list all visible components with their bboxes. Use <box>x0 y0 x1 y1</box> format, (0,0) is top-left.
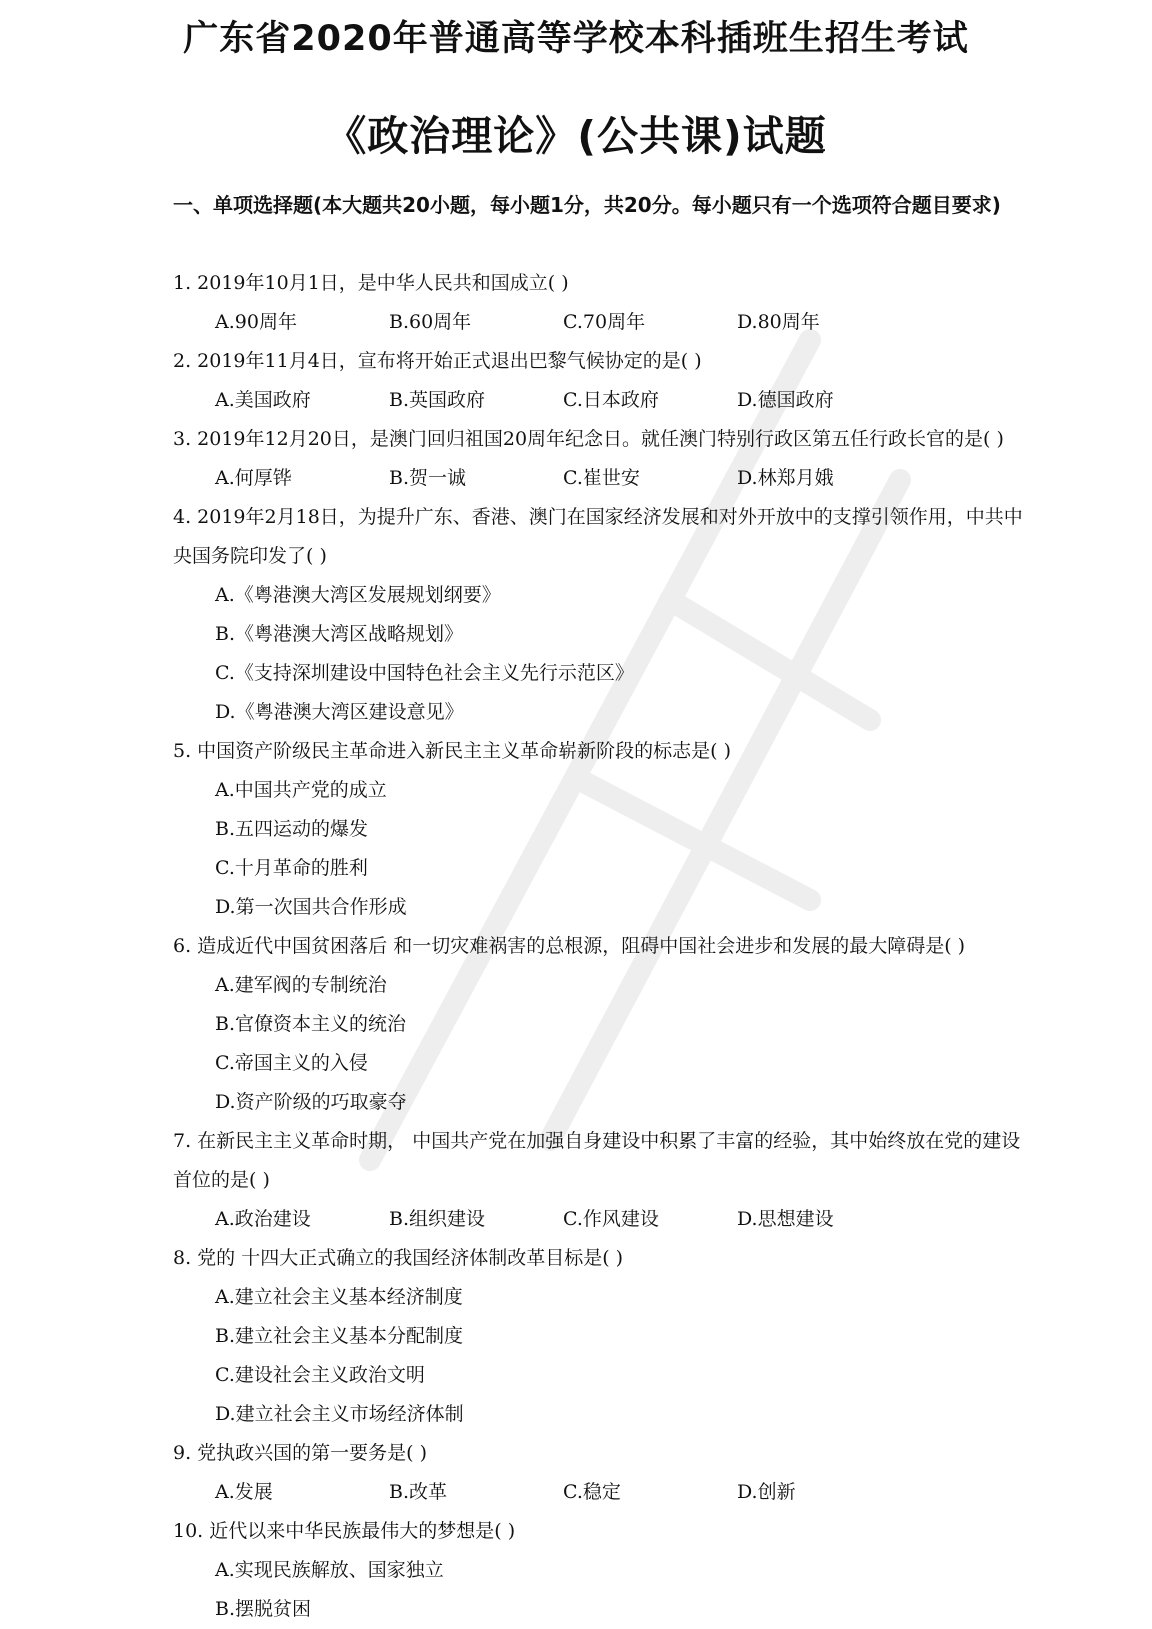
option-a: A.发展 <box>215 1481 273 1503</box>
option-a: A.美国政府 <box>215 389 311 411</box>
question-stem: 6. 造成近代中国贫困落后 和一切灾难祸害的总根源，阻碍中国社会进步和发展的最大障碍是( ) <box>173 935 966 957</box>
question-7 <box>173 1122 1033 1239</box>
question-8 <box>173 1239 1033 1434</box>
page-title: 广东省2020年普通高等学校本科插班生招生考试 <box>183 19 969 59</box>
option-b: B.建立社会主义基本分配制度 <box>215 1325 464 1347</box>
question-options <box>173 459 1033 498</box>
option-c: C.70周年 <box>563 311 646 333</box>
question-list <box>173 264 1033 1629</box>
option-b: B.英国政府 <box>389 389 486 411</box>
question-9 <box>173 1434 1033 1512</box>
option-a: A.90周年 <box>215 311 297 333</box>
question-10 <box>173 1512 1033 1629</box>
option-d: D.80周年 <box>737 311 820 333</box>
option-b: B.官僚资本主义的统治 <box>215 1013 407 1035</box>
option-a: A.建军阀的专制统治 <box>215 974 387 996</box>
option-b: B.《粤港澳大湾区战略规划》 <box>215 623 464 645</box>
option-c: C.作风建设 <box>563 1208 659 1230</box>
option-b: B.贺一诚 <box>389 467 467 489</box>
option-d: D.建立社会主义市场经济体制 <box>215 1403 464 1425</box>
question-stem: 7. 在新民主主义革命时期， 中国共产党在加强自身建设中积累了丰富的经验，其中始终放在党的建设首位的是( ) <box>173 1130 1021 1191</box>
option-b: B.五四运动的爆发 <box>215 818 369 840</box>
option-b: B.组织建设 <box>389 1208 486 1230</box>
option-c: C.稳定 <box>563 1481 621 1503</box>
option-b: B.摆脱贫困 <box>215 1598 312 1620</box>
section-header: 一、单项选择题(本大题共20小题，每小题1分，共20分。每小题只有一个选项符合题目要求) <box>173 193 1001 217</box>
question-options <box>173 1551 1033 1629</box>
question-5 <box>173 732 1033 927</box>
question-stem: 2. 2019年11月4日，宣布将开始正式退出巴黎气候协定的是( ) <box>173 350 702 372</box>
question-6 <box>173 927 1033 1122</box>
question-stem: 4. 2019年2月18日，为提升广东、香港、澳门在国家经济发展和对外开放中的支撑引领作用，中共中央国务院印发了( ) <box>173 506 1023 567</box>
question-options <box>173 1473 1033 1512</box>
question-1 <box>173 264 1033 342</box>
question-4 <box>173 498 1033 732</box>
option-b: B.60周年 <box>389 311 472 333</box>
option-c: C.《支持深圳建设中国特色社会主义先行示范区》 <box>215 662 634 684</box>
question-options <box>173 771 1033 927</box>
option-d: D.第一次国共合作形成 <box>215 896 407 918</box>
option-a: A.中国共产党的成立 <box>215 779 387 801</box>
option-d: D.资产阶级的巧取豪夺 <box>215 1091 407 1113</box>
question-options <box>173 966 1033 1122</box>
option-c: C.崔世安 <box>563 467 640 489</box>
question-options <box>173 381 1033 420</box>
question-options <box>173 1200 1033 1239</box>
question-2 <box>173 342 1033 420</box>
question-3 <box>173 420 1033 498</box>
option-c: C.帝国主义的入侵 <box>215 1052 368 1074</box>
option-a: A.建立社会主义基本经济制度 <box>215 1286 463 1308</box>
question-stem: 8. 党的 十四大正式确立的我国经济体制改革目标是( ) <box>173 1247 624 1269</box>
question-stem: 3. 2019年12月20日，是澳门回归祖国20周年纪念日。就任澳门特别行政区第五任行政长官的是( ) <box>173 428 1004 450</box>
question-stem: 10. 近代以来中华民族最伟大的梦想是( ) <box>173 1520 516 1542</box>
question-options <box>173 303 1033 342</box>
question-options <box>173 1278 1033 1434</box>
page-subtitle: 《政治理论》(公共课)试题 <box>325 112 827 160</box>
option-b: B.改革 <box>389 1481 448 1503</box>
option-c: C.建设社会主义政治文明 <box>215 1364 425 1386</box>
option-a: A.何厚铧 <box>215 467 292 489</box>
option-d: D.思想建设 <box>737 1208 834 1230</box>
question-stem: 5. 中国资产阶级民主革命进入新民主主义革命崭新阶段的标志是( ) <box>173 740 732 762</box>
option-a: A.《粤港澳大湾区发展规划纲要》 <box>215 584 501 606</box>
option-c: C.十月革命的胜利 <box>215 857 368 879</box>
option-d: D.《粤港澳大湾区建设意见》 <box>215 701 464 723</box>
option-d: D.林郑月娥 <box>737 467 834 489</box>
option-a: A.政治建设 <box>215 1208 311 1230</box>
question-options <box>173 576 1033 732</box>
question-stem: 1. 2019年10月1日，是中华人民共和国成立( ) <box>173 272 569 294</box>
option-c: C.日本政府 <box>563 389 659 411</box>
option-d: D.德国政府 <box>737 389 834 411</box>
question-stem: 9. 党执政兴国的第一要务是( ) <box>173 1442 428 1464</box>
option-d: D.创新 <box>737 1481 796 1503</box>
option-a: A.实现民族解放、国家独立 <box>215 1559 444 1581</box>
